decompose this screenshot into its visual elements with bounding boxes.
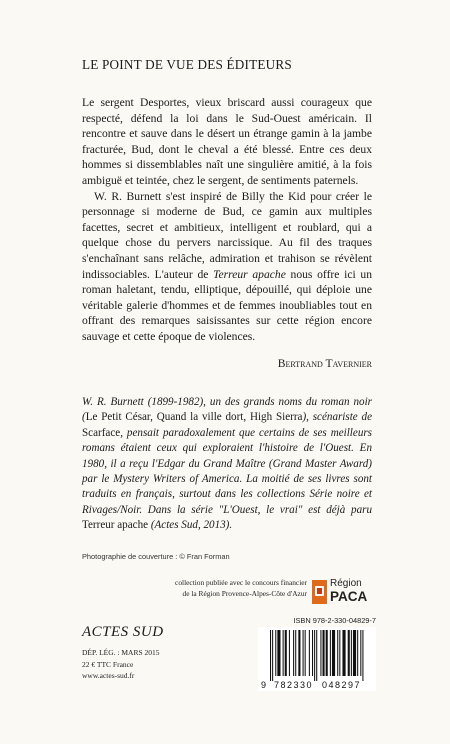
bio-text: (Actes Sud, 2013). (148, 519, 233, 532)
sponsor-line: de la Région Provence-Alpes-Côte d'Azur (182, 589, 307, 598)
region-logo-area: PACA (330, 589, 368, 604)
barcode (258, 627, 376, 691)
photo-credit: Photographie de couverture : © Fran Forman (82, 552, 230, 561)
bio-text: ), scénariste de (302, 411, 372, 424)
region-paca-logo (312, 579, 376, 607)
barcode-digits-right: 048297 (322, 680, 362, 690)
blurb-signature: Bertrand Tavernier (277, 357, 372, 370)
legal-deposit: DÉP. LÉG. : MARS 2015 (82, 648, 160, 657)
publisher-website: www.actes-sud.fr (82, 671, 135, 680)
region-logo-name: Région (330, 578, 362, 589)
blurb-paragraph-1: Le sergent Desportes, vieux briscard aussi courageux que respecté, défend la loi dans le Sud-Ouest américain. Il rencontre et sauve dans le désert un étrange gamin à la jambe fracturée, Bud, dont le cheval a été blessé. Entre ces deux hommes si dissemblables naît une singulière amitié, à la fois ambiguë et teintée, chez le sergent, de sentiments paternels. (82, 96, 372, 187)
blurb-text: nous offre ici un roman haletant, tendu, elliptique, dépouillé, qui déploie une véritable galerie d'hommes et de femmes inoubliables tout en offrant des remarques saisissantes sur cette région encore sauvage et cette époque de violences. (82, 267, 372, 343)
price: 22 € TTC France (82, 659, 134, 669)
bio-text: , pensait paradoxalement que certains de ses meilleurs romans étaient ceux qui exploraient l'histoire de l'Ouest. En 1980, il a reçu l'Edgar du Grand Maître (Grand Master Award) par le Mystery Writers of America. La moitié de ses livres sont traduits en français, surtout dans les collections Série noire et Rivages/Noir. Dans la série "L'Ouest, le vrai" est déjà paru (82, 426, 372, 516)
publisher-name: ACTES SUD (82, 624, 164, 640)
author-bio (82, 395, 372, 534)
blurb (82, 95, 372, 345)
bio-titles: Le Petit César, Quand la ville dort, High Sierra (85, 411, 303, 424)
bio-book-title: Terreur apache (82, 519, 149, 532)
barcode-digit-prefix: 9 (261, 680, 267, 690)
isbn-label: ISBN 978-2-330-04829-7 (293, 616, 376, 625)
sponsor-line: collection publiée avec le concours financier (175, 578, 307, 587)
blurb-paragraph-2 (82, 189, 372, 345)
page-title: LE POINT DE VUE DES ÉDITEURS (82, 57, 292, 72)
region-emblem-icon (312, 580, 327, 604)
legal-info (82, 647, 160, 682)
bio-text: W. R. Burnett (1899-1982), un des grands noms du roman noir ( (82, 396, 372, 424)
barcode-digits-left: 782330 (274, 680, 314, 690)
book-title-reference: Terreur apache (213, 267, 286, 281)
blurb-text: W. R. Burnett s'est inspiré de Billy the Kid pour créer le personnage si moderne de Bud, ce gamin aux multiples facettes, secret et ambitieux, intelligent et roublard, qui a quelque chose du pervers narcissique. Au fil des traques s'enchaînant sans relâche, admiration et trahison se révèlent indissociables. L'auteur de (82, 189, 372, 281)
bio-film-title: Scarface (82, 426, 121, 439)
sponsor-note (155, 577, 307, 599)
